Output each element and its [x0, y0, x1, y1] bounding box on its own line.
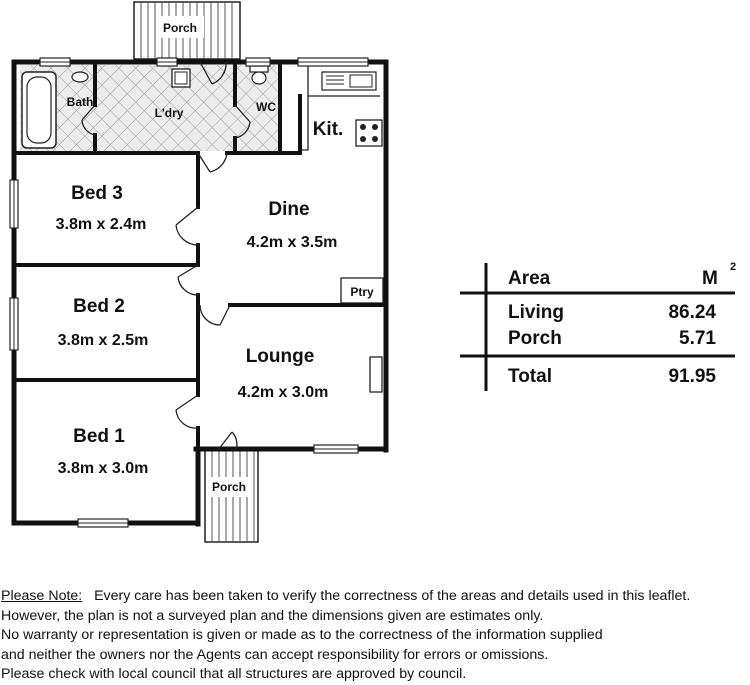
lounge-name: Lounge: [245, 346, 315, 367]
heater-icon: [370, 357, 382, 392]
dine-dims: 4.2m x 3.5m: [246, 234, 338, 251]
bed3-name: Bed 3: [71, 183, 123, 204]
porch-top-label: Porch: [162, 21, 198, 35]
basin-icon: [72, 72, 88, 82]
note-line: [1, 587, 750, 607]
bed2-name: Bed 2: [73, 296, 125, 317]
area-total-label: Total: [508, 366, 552, 387]
area-row-label: Living: [508, 302, 564, 323]
note-line: Please check with local council that all structures are approved by council.: [1, 666, 467, 683]
bath-label: Bath: [66, 95, 94, 109]
bed1-dims: 3.8m x 3.0m: [57, 460, 149, 477]
bed2-dims: 3.8m x 2.5m: [57, 332, 149, 349]
porch-bottom-label: Porch: [211, 480, 247, 494]
disclaimer-note: [1, 587, 750, 685]
area-table: [460, 261, 736, 391]
bed1-name: Bed 1: [73, 426, 125, 447]
note-line: However, the plan is not a surveyed plan and the dimensions given are estimates only.: [1, 607, 544, 624]
area-row-value: 86.24: [668, 302, 716, 323]
area-header-label: Area: [508, 268, 551, 289]
lounge-dims: 4.2m x 3.0m: [237, 384, 329, 401]
stove-icon: [356, 120, 382, 146]
note-line-text: Every care has been taken to verify the correctness of the areas and details used in this leaflet.: [94, 588, 691, 604]
note-line: and neither the owners nor the Agents can accept responsibility for errors or omissions.: [1, 646, 549, 663]
bathtub-icon: [22, 72, 56, 148]
dine-name: Dine: [268, 199, 310, 220]
area-row-value: 5.71: [679, 328, 716, 349]
porch-bottom-decking: [205, 450, 258, 542]
pantry-label: Ptry: [350, 285, 374, 299]
area-total-value: 91.95: [668, 366, 716, 387]
area-header-unit-exp: 2: [730, 261, 737, 273]
note-line: No warranty or representation is given or made as to the correctness of the information supplied: [1, 627, 603, 644]
area-row-label: Porch: [508, 328, 562, 349]
wc-label: WC: [256, 100, 276, 114]
laundry-label: L'dry: [154, 106, 184, 120]
note-prefix: Please Note:: [1, 588, 83, 604]
kitchen-label: Kit.: [312, 119, 344, 140]
toilet-icon: [250, 66, 268, 84]
bed3-dims: 3.8m x 2.4m: [55, 216, 147, 233]
area-header-unit: M: [702, 268, 718, 289]
